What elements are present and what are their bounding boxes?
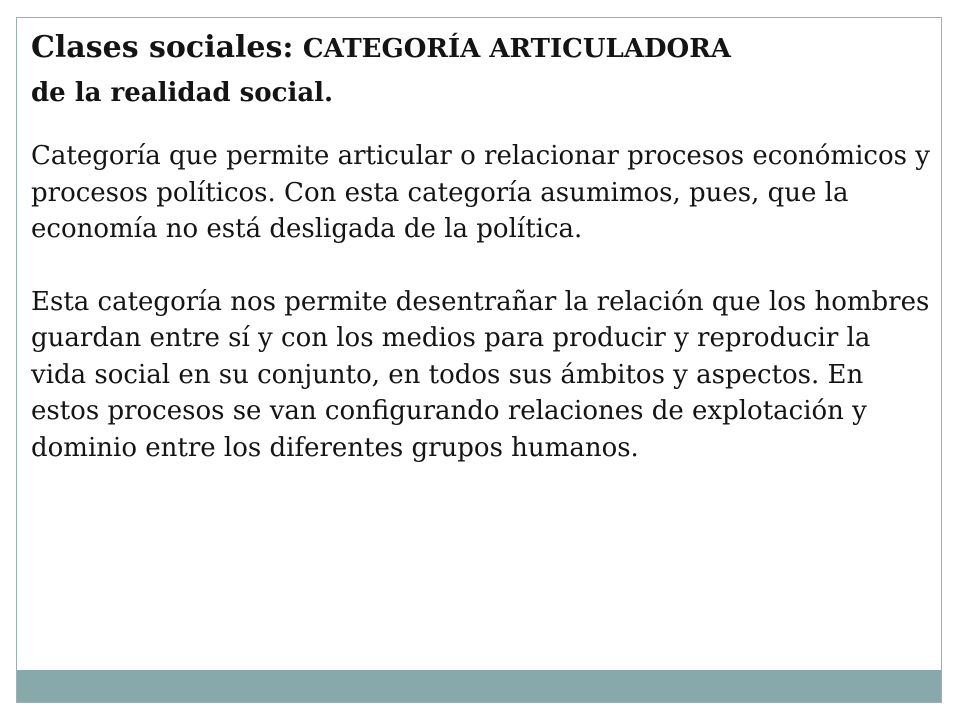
title-caps: CATEGORÍA ARTICULADORA xyxy=(302,34,731,64)
paragraph-1: Categoría que permite articular o relacionar procesos económicos y procesos políticos. Con esta categoría asumimos, pues, que la economía no está desligada de la política. xyxy=(31,141,930,244)
paragraph-2: Esta categoría nos permite desentrañar la relación que los hombres guardan entre sí y con los medios para producir y reproducir la vida social en su conjunto, en todos sus ámbitos y aspectos. En estos procesos se van configurando relaciones de explotación y dominio entre los diferentes grupos humanos. xyxy=(31,286,930,463)
title-term: Clases sociales: xyxy=(31,30,294,65)
slide-title xyxy=(31,26,931,115)
footer-bar xyxy=(17,670,941,702)
slide-content xyxy=(31,26,931,466)
title-rest: de la realidad social. xyxy=(31,78,334,108)
